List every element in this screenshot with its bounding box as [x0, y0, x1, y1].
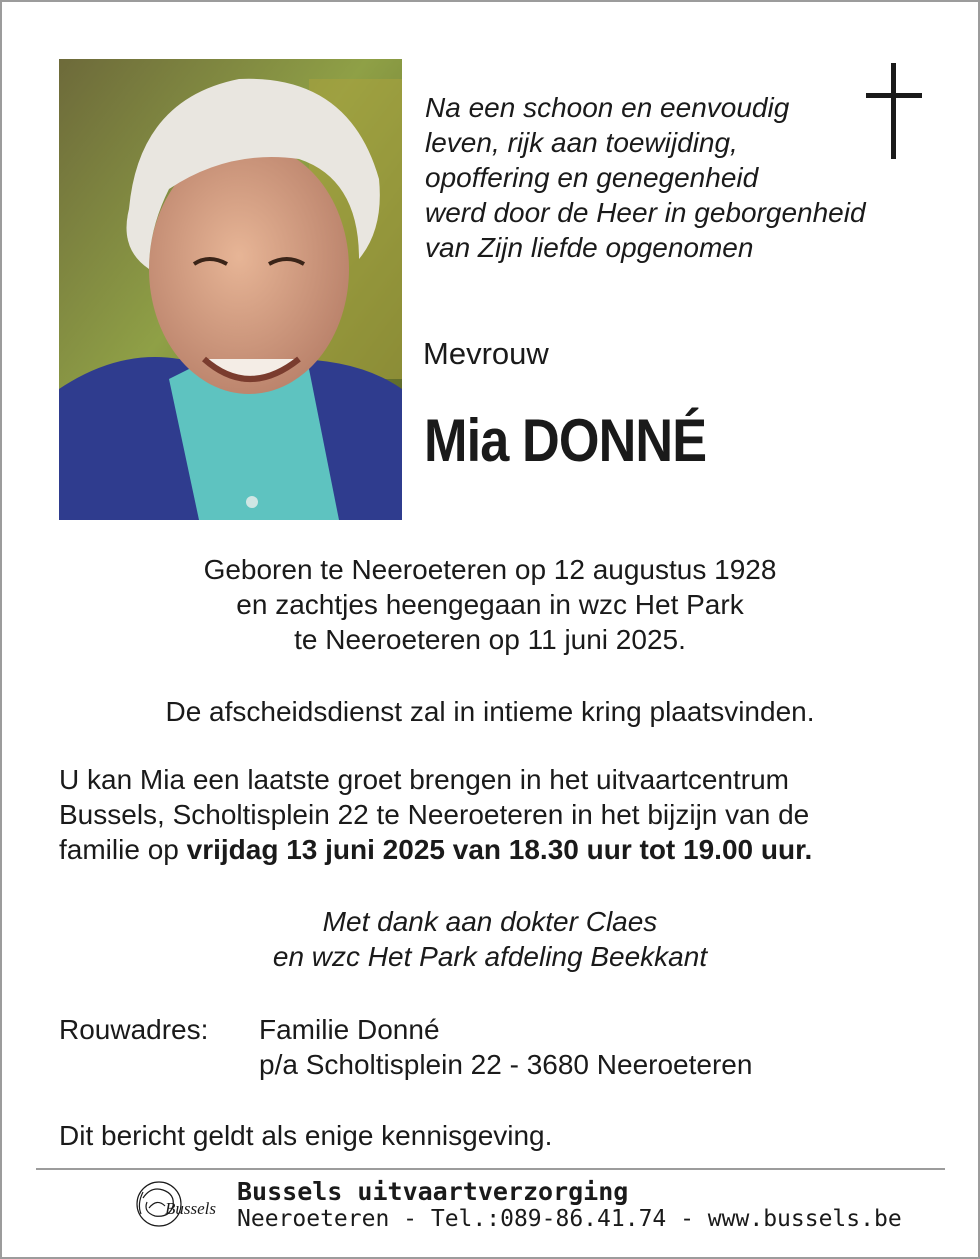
bussels-logo	[131, 1178, 223, 1232]
service-line: De afscheidsdienst zal in intieme kring plaatsvinden.	[165, 696, 815, 727]
info-line: en zachtjes heengegaan in wzc Het Park	[236, 589, 744, 620]
birth-death-info	[40, 552, 940, 657]
visit-line: Bussels, Scholtisplein 22 te Neeroeteren in het bijzijn van de	[59, 799, 810, 830]
logo-text: Bussels	[165, 1199, 216, 1218]
service-notice	[40, 694, 940, 729]
address-label: Rouwadres:	[59, 1014, 209, 1045]
info-line: Geboren te Neeroeteren op 12 augustus 1928	[203, 554, 777, 585]
visit-datetime: vrijdag 13 juni 2025 van 18.30 uur tot 19.00 uur.	[186, 834, 813, 865]
info-line: te Neeroeteren op 11 juni 2025.	[294, 624, 686, 655]
company-name: Bussels uitvaartverzorging	[237, 1177, 629, 1206]
address	[259, 1012, 752, 1082]
poem-line: leven, rijk aan toewijding,	[425, 127, 738, 158]
visit-line	[59, 832, 939, 867]
visit-line: U kan Mia een laatste groet brengen in het uitvaartcentrum	[59, 764, 789, 795]
deceased-title: Mevrouw	[423, 336, 549, 371]
address-line: p/a Scholtisplein 22 - 3680 Neeroeteren	[259, 1049, 753, 1080]
deceased-name: Mia DONNÉ	[424, 407, 707, 474]
portrait-photo	[59, 59, 402, 520]
thanks	[40, 904, 940, 974]
poem-line: werd door de Heer in geborgenheid	[425, 197, 866, 228]
visitation-info	[59, 762, 939, 867]
poem-line: Na een schoon en eenvoudig	[425, 92, 790, 123]
notice: Dit bericht geldt als enige kennisgeving.	[59, 1120, 553, 1151]
thanks-line: en wzc Het Park afdeling Beekkant	[272, 941, 708, 972]
company-contact: Neeroeteren - Tel.:089-86.41.74 - www.bussels.be	[237, 1206, 902, 1232]
poem-line: van Zijn liefde opgenomen	[425, 232, 754, 263]
poem-line: opoffering en genegenheid	[425, 162, 759, 193]
address-line: Familie Donné	[259, 1014, 440, 1045]
visit-prefix: familie op	[59, 834, 187, 865]
footer-divider	[36, 1168, 945, 1170]
poem	[425, 90, 945, 265]
thanks-line: Met dank aan dokter Claes	[322, 906, 658, 937]
